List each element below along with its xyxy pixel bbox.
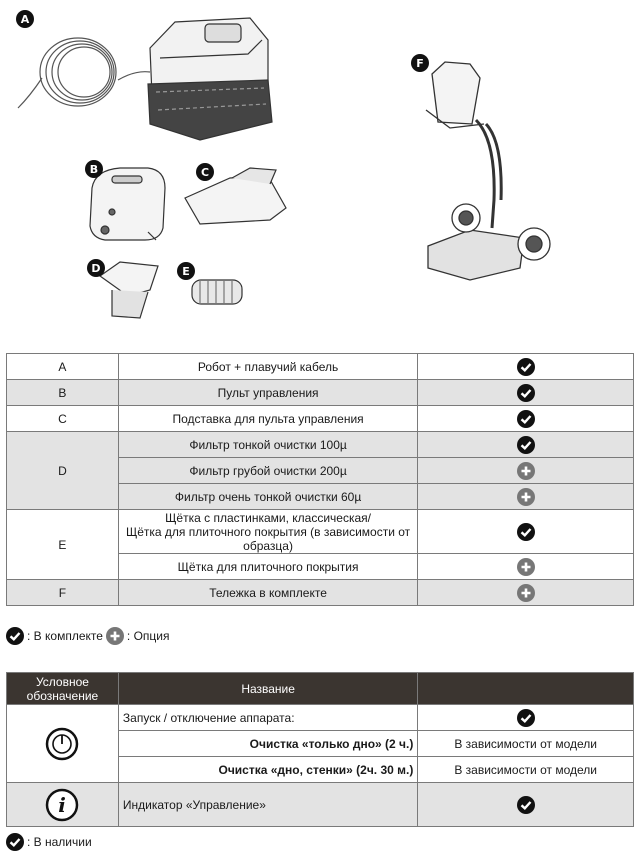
legend-included-option	[6, 627, 170, 645]
name-cell: Индикатор «Управление»	[118, 783, 417, 827]
remote-drawing	[90, 168, 165, 240]
value-cell: В зависимости от модели	[418, 757, 634, 783]
legend-included-label: : В комплекте	[27, 629, 103, 643]
code-cell: E	[7, 510, 119, 580]
mark-cell	[418, 406, 634, 432]
filter-drawing	[100, 262, 158, 318]
plus-icon	[106, 627, 124, 645]
code-cell: F	[7, 580, 119, 606]
plus-icon	[517, 462, 535, 480]
label-f: F	[411, 54, 429, 72]
description-cell: Тележка в комплекте	[118, 580, 418, 606]
check-icon	[6, 833, 24, 851]
cart-drawing	[426, 62, 550, 280]
description-cell: Подставка для пульта управления	[118, 406, 418, 432]
mark-cell	[418, 458, 634, 484]
name-cell: Запуск / отключение аппарата:	[118, 705, 417, 731]
table-row	[7, 432, 634, 458]
code-cell: B	[7, 380, 119, 406]
plus-icon	[517, 584, 535, 602]
table-header-row	[7, 673, 634, 705]
label-c: C	[196, 163, 214, 181]
description-cell: Робот + плавучий кабель	[118, 354, 418, 380]
components-table	[6, 353, 634, 606]
mark-cell	[418, 354, 634, 380]
check-icon	[517, 523, 535, 541]
value-cell	[418, 705, 634, 731]
description-cell: Фильтр грубой очистки 200µ	[118, 458, 418, 484]
mark-cell	[418, 580, 634, 606]
mark-cell	[418, 380, 634, 406]
name-cell: Очистка «только дно» (2 ч.)	[118, 731, 417, 757]
code-cell: A	[7, 354, 119, 380]
table-row	[7, 380, 634, 406]
check-icon	[517, 358, 535, 376]
description-cell: Щётка с пластинками, классическая/ Щётка для плиточного покрытия (в зависимости от образца)	[118, 510, 418, 554]
check-icon	[517, 796, 535, 814]
value-cell: В зависимости от модели	[418, 731, 634, 757]
mark-cell	[418, 432, 634, 458]
label-d: D	[87, 259, 105, 277]
header-value	[418, 673, 634, 705]
check-icon	[517, 709, 535, 727]
mark-cell	[418, 484, 634, 510]
label-b: B	[85, 160, 103, 178]
code-cell: D	[7, 432, 119, 510]
label-a: A	[16, 10, 34, 28]
header-name: Название	[118, 673, 417, 705]
check-icon	[517, 410, 535, 428]
symbols-table	[6, 672, 634, 827]
svg-text:i: i	[58, 792, 67, 817]
legend-available-label: : В наличии	[27, 835, 92, 849]
check-icon	[517, 384, 535, 402]
check-icon	[517, 436, 535, 454]
table-row	[7, 705, 634, 731]
cable-drawing	[18, 38, 150, 108]
description-cell: Фильтр очень тонкой очистки 60µ	[118, 484, 418, 510]
info-icon	[45, 788, 79, 822]
robot-drawing	[148, 18, 272, 140]
description-cell: Пульт управления	[118, 380, 418, 406]
mark-cell	[418, 510, 634, 554]
description-cell: Щётка для плиточного покрытия	[118, 554, 418, 580]
symbol-cell	[7, 783, 119, 827]
brush-drawing	[192, 280, 242, 304]
components-illustration	[0, 0, 640, 345]
plus-icon	[517, 558, 535, 576]
mark-cell	[418, 554, 634, 580]
power-icon	[45, 727, 79, 761]
plus-icon	[517, 488, 535, 506]
table-row	[7, 580, 634, 606]
name-cell: Очистка «дно, стенки» (2ч. 30 м.)	[118, 757, 417, 783]
legend-available	[6, 833, 92, 851]
table-row	[7, 406, 634, 432]
code-cell: C	[7, 406, 119, 432]
value-cell	[418, 783, 634, 827]
legend-option-label: : Опция	[126, 629, 170, 643]
symbol-cell	[7, 705, 119, 783]
check-icon	[6, 627, 24, 645]
table-row	[7, 510, 634, 554]
label-e: E	[177, 262, 195, 280]
header-symbol: Условное обозначение	[7, 673, 119, 705]
description-cell: Фильтр тонкой очистки 100µ	[118, 432, 418, 458]
table-row	[7, 354, 634, 380]
table-row	[7, 783, 634, 827]
